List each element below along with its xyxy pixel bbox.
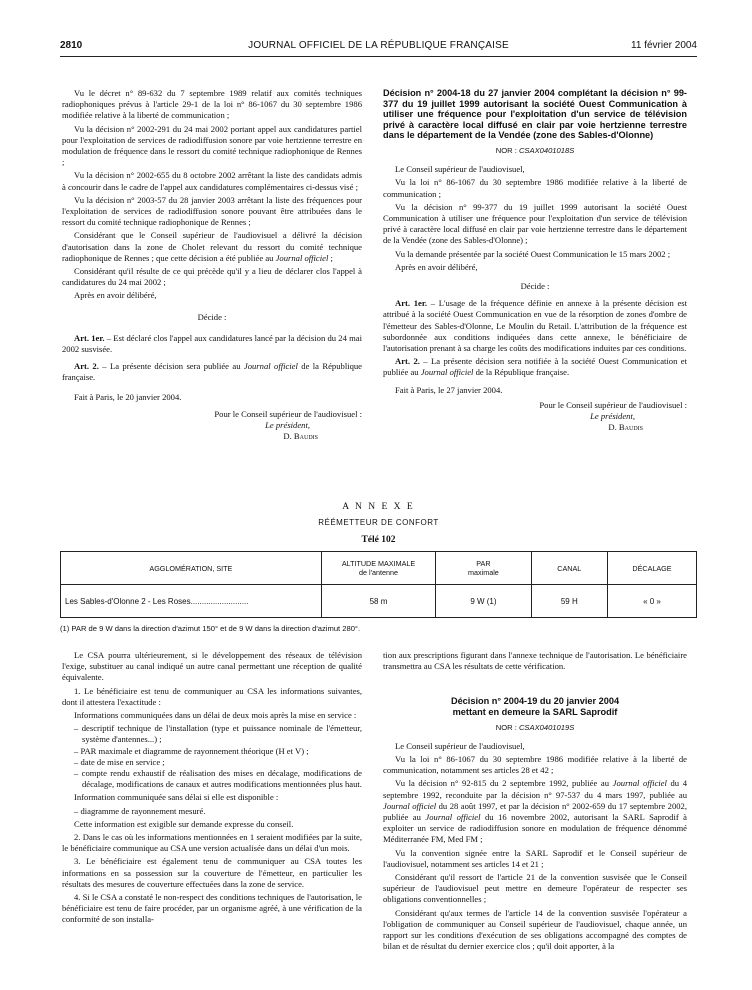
paragraph: Vu la convention signée entre la SARL Saprodif et le Conseil supérieur de l'audiovisuel, notamment ses articles 14 et 21 ;: [383, 847, 687, 869]
table-footnote: (1) PAR de 9 W dans la direction d'azimut 150° et de 9 W dans la direction d'azimut 280°.: [60, 624, 361, 633]
paragraph: Informations communiquées dans un délai de deux mois après la mise en service :: [74, 710, 357, 721]
article-1: Art. 1er. – L'usage de la fréquence définie en annexe à la présente décision est attribué à la société Ouest Communication en vue de la résorption de zones d'ombre de l'émetteur des Sables-d'Olonne, Le Moulin du Retail. L'attribution de la fréquence est subordonnée aux conditions indiquées dans cette annexe, le bénéficiaire de l'autorisation prenant à sa charge les coûts des modifications induites par ces conditions.: [383, 298, 687, 354]
paragraph: Information communiquée sans délai si elle est disponible :: [74, 792, 279, 803]
right-top-column: [383, 88, 687, 433]
signature-line: Pour le Conseil supérieur de l'audiovisuel :: [214, 408, 362, 419]
signature-name: D. Baudis: [283, 431, 318, 442]
cell-canal: 59 H: [531, 585, 607, 618]
paragraph: Après en avoir délibéré,: [395, 261, 478, 272]
paragraph: Considérant qu'il ressort de l'article 21 de la convention susvisée que le Conseil supérieur de l'audiovisuel peut mettre en demeure l'opérateur de respecter ses obligations conventionnelles ;: [383, 872, 687, 905]
signature-name: D. Baudis: [608, 422, 643, 433]
list: [74, 806, 362, 817]
list-item: – PAR maximale et diagramme de rayonnement théorique (H et V) ;: [74, 746, 362, 757]
signature-role: Le président,: [590, 411, 635, 422]
col-header-site: AGGLOMÉRATION, SITE: [61, 552, 322, 585]
paragraph: Vu la décision n° 92-815 du 2 septembre 1992, publiée au Journal officiel du 4 septembre 1992, reconduite par la décision n° 97-537 du 4 mars 1997, publiée au Journal officiel du 28 août 1997, et par la décision n° 2002-659 du 17 septembre 2002, publiée au Journal officiel du 16 novembre 2002, autorisant la SARL Saprodif à exploiter un service de radiodiffusion sonore en modulation de fréquence dénommé Méditerranée FM, Med FM ;: [383, 778, 687, 845]
decide-heading: Décide :: [197, 311, 227, 322]
cell-altitude: 58 m: [321, 585, 435, 618]
left-top-column: [62, 88, 362, 442]
paragraph: Vu la demande présentée par la société Ouest Communication le 15 mars 2002 ;: [395, 248, 671, 259]
publication-date: 11 février 2004: [631, 40, 697, 51]
signature-line: Pour le Conseil supérieur de l'audiovisuel :: [539, 399, 687, 410]
paragraph: 3. Le bénéficiaire est également tenu de communiquer au CSA toutes les informations en sa possession sur la couverture de l'émetteur, en particulier les résultats des mesures de couverture effectuées dans la zone de service.: [62, 856, 362, 889]
paragraph: Considérant qu'il résulte de ce qui précède qu'il y a lieu de déclarer clos l'appel à candidatures du 24 mai 2002 ;: [62, 266, 362, 288]
paragraph: Après en avoir délibéré,: [74, 290, 157, 301]
paragraph: Le Conseil supérieur de l'audiovisuel,: [395, 164, 525, 175]
cell-site: Les Sables-d'Olonne 2 - Les Roses..........................: [61, 585, 322, 618]
paragraph: Vu la loi n° 86-1067 du 30 septembre 1986 modifiée relative à la liberté de communication ;: [383, 177, 687, 199]
col-header-par: PAR maximale: [436, 552, 531, 585]
paragraph: Vu la loi n° 86-1067 du 30 septembre 1986 modifiée relative à la liberté de communication, notamment ses articles 28 et 42 ;: [383, 754, 687, 776]
nor-reference: NOR : CSAX0401019S: [495, 722, 575, 732]
paragraph: 1. Le bénéficiaire est tenu de communiquer au CSA les informations suivantes, dont il attestera l'exactitude :: [62, 685, 362, 707]
table-header-row: [61, 552, 697, 585]
paragraph: 4. Si le CSA a constaté le non-respect des conditions techniques de l'autorisation, le bénéficiaire est tenu de faire procéder, par un organisme agréé, à une vérification de la conformité de son installa-: [62, 892, 362, 925]
list-item: – descriptif technique de l'installation (type et puissance nominale de l'émetteur, système d'antennes...) ;: [74, 723, 362, 745]
annex-table: [60, 551, 697, 618]
paragraph: Vu la décision n° 2002-291 du 24 mai 2002 portant appel aux candidatures partiel pour l'exploitation de services de radiodiffusion sonore par voie hertzienne terrestre en modulation de fréquence dans le ressort du comité technique radiophonique de Rennes ;: [62, 123, 362, 168]
paragraph: Le Conseil supérieur de l'audiovisuel,: [395, 740, 525, 751]
annex-title: A N N E X E: [342, 502, 415, 512]
decision-title: Décision n° 2004-19 du 20 janvier 2004 mettant en demeure la SARL Saprodif: [450, 696, 620, 717]
signature-place-date: Fait à Paris, le 27 janvier 2004.: [395, 384, 503, 395]
page-header: [60, 40, 697, 57]
cell-par: 9 W (1): [436, 585, 531, 618]
paragraph: Le CSA pourra ultérieurement, si le développement des réseaux de télévision l'exige, substituer au canal indiqué un autre canal permettant une réception de qualité équivalente.: [62, 650, 362, 683]
decide-heading: Décide :: [520, 281, 550, 291]
col-header-canal: CANAL: [531, 552, 607, 585]
paragraph: tion aux prescriptions figurant dans l'annexe technique de l'autorisation. Le bénéficiaire transmettra au CSA les résultats de cette vérification.: [383, 650, 687, 672]
cell-decalage: « 0 »: [607, 585, 696, 618]
list-item: – date de mise en service ;: [74, 757, 362, 768]
paragraph: Vu le décret n° 89-632 du 7 septembre 1989 relatif aux comités techniques radiophoniques prévus à l'article 29-1 de la loi n° 86-1067 du 30 septembre 1986 modifiée relative à la liberté de communication ;: [62, 88, 362, 121]
paragraph: Considérant qu'aux termes de l'article 14 de la convention susvisée l'opérateur a l'obligation de communiquer au Conseil supérieur de l'audiovisuel, chaque année, un rapport sur les conditions d'exécution de ses obligations accompagné des comptes de bilan et de résultat du dernier exercice clos ; qu'il doit apporter, à la: [383, 907, 687, 952]
paragraph: Vu la décision n° 2002-655 du 8 octobre 2002 arrêtant la liste des candidats admis à concourir dans le cadre de l'appel aux candidatures complémentaires ci-dessus visé ;: [62, 170, 362, 192]
col-header-decalage: DÉCALAGE: [607, 552, 696, 585]
paragraph: Cette information est exigible sur demande expresse du conseil.: [74, 818, 294, 829]
paragraph: Considérant que le Conseil supérieur de l'audiovisuel a délivré la décision d'autorisation dans la zone de Cholet relevant du ressort du comité technique radiophonique de Rennes ; que cette décision a été publiée au Journal officiel ;: [62, 230, 362, 263]
article-1: Art. 1er. – Est déclaré clos l'appel aux candidatures lancé par la décision du 24 mai 2002 susvisée.: [62, 332, 362, 355]
nor-reference: NOR : CSAX0401018S: [495, 145, 575, 155]
table-title: Télé 102: [361, 535, 396, 545]
signature-place-date: Fait à Paris, le 20 janvier 2004.: [74, 391, 182, 402]
paragraph: Vu la décision n° 99-377 du 19 juillet 1999 autorisant la société Ouest Communication à utiliser une fréquence pour l'exploitation d'un service de télévision privé à caractère local diffusé en clair par voie hertzienne terrestre dans le département de la Vendée (zone des Sables-d'Olonne) ;: [383, 201, 687, 246]
paragraph: Vu la décision n° 2003-57 du 28 janvier 2003 arrêtant la liste des fréquences pour l'exploitation de services de radiodiffusion sonore pouvant être attribuées dans le ressort du comité technique radiophonique de Rennes ;: [62, 194, 362, 228]
paragraph: 2. Dans le cas où les informations mentionnées en 1 seraient modifiées par la suite, le bénéficiaire communique au CSA une version actualisée dans un délai d'un mois.: [62, 832, 362, 854]
article-2: Art. 2. – La présente décision sera notifiée à la société Ouest Communication et publiée au Journal officiel de la République française.: [383, 356, 688, 378]
signature-role: Le président,: [265, 420, 310, 431]
list: [74, 723, 362, 790]
col-header-altitude: ALTITUDE MAXIMALE de l'antenne: [321, 552, 435, 585]
journal-title: JOURNAL OFFICIEL DE LA RÉPUBLIQUE FRANÇAISE: [248, 40, 509, 51]
list-item: – compte rendu exhaustif de réalisation des mises en décalage, modifications de décalage, modifications de canaux et autres modifications mentionnées plus haut.: [74, 768, 362, 790]
table-row: [61, 585, 697, 618]
left-bottom-column: [62, 650, 362, 928]
decision-title: Décision n° 2004-18 du 27 janvier 2004 complétant la décision n° 99-377 du 19 juillet 1999 autorisant la société Ouest Communication à utiliser une fréquence pour l'exploitation d'un service de télévision privé à caractère local diffusé en clair par voie hertzienne terrestre dans le département de la Vendée (zone des Sables-d'Olonne): [383, 88, 687, 141]
page-number: 2810: [60, 40, 83, 51]
right-bottom-column: [383, 650, 687, 954]
annex-subtitle: RÉÉMETTEUR DE CONFORT: [318, 518, 439, 527]
list-item: – diagramme de rayonnement mesuré.: [74, 806, 362, 817]
article-2: Art. 2. – La présente décision sera publiée au Journal officiel de la République française.: [62, 361, 363, 383]
annex-section: [60, 502, 697, 633]
